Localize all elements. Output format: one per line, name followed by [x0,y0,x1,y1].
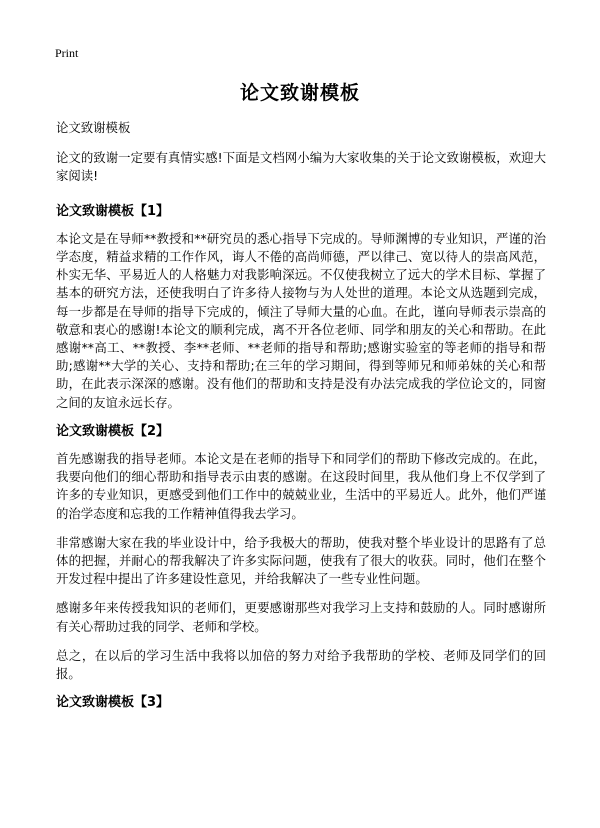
intro-paragraph: 论文的致谢一定要有真情实感!下面是文档网小编为大家收集的关于论文致谢模板，欢迎大家阅读! [56,150,546,184]
document-body [56,119,546,721]
page-title: 论文致谢模板 [239,82,360,104]
section-heading-1: 论文致谢模板【1】 [56,203,170,219]
section-2-paragraph-1: 首先感谢我的指导老师。本论文是在老师的指导下和同学们的帮助下修改完成的。在此，我要向他们的细心帮助和指导表示由衷的感谢。在这段时间里，我从他们身上不仅学到了许多的专业知识，更感受到他们工作中的兢兢业业，生活中的平易近人。此外，他们严谨的治学态度和忘我的工作精神值得我去学习。 [56,451,546,521]
section-2-paragraph-4: 总之，在以后的学习生活中我将以加倍的努力对给予我帮助的学校、老师及同学们的回报。 [56,647,546,682]
print-label: Print [55,46,79,60]
document-subtitle: 论文致谢模板 [56,120,131,135]
section-2-paragraph-3: 感谢多年来传授我知识的老师们，更要感谢那些对我学习上支持和鼓励的人。同时感谢所有关心帮助过我的同学、老师和学校。 [56,600,546,634]
section-heading-2: 论文致谢模板【2】 [56,423,170,439]
section-1-paragraph: 本论文是在导师**教授和**研究员的悉心指导下完成的。导师渊博的专业知识，严谨的治学态度，精益求精的工作作风，诲人不倦的高尚师德，严以律己、宽以待人的崇高风范，朴实无华、平易近人的人格魅力对我影响深远。不仅使我树立了远大的学术目标、掌握了基本的研究方法，还使我明白了许多待人接物与为人处世的道理。本论文从选题到完成，每一步都是在导师的指导下完成的，倾注了导师大量的心血。在此，谨向导师表示崇高的敬意和衷心的感谢!本论文的顺利完成，离不开各位老师、同学和朋友的关心和帮助。在此感谢**高工、**教授、李**老师、**老师的指导和帮助;感谢实验室的等老师的指导和帮助;感谢**大学的关心、支持和帮助;在三年的学习期间，得到等师兄和师弟妹的关心和帮助，在此表示深深的感谢。没有他们的帮助和支持是没有办法完成我的学位论文的，同窗之间的友谊永远长存。 [56,230,546,410]
section-heading-3: 论文致谢模板【3】 [56,695,170,711]
section-2-paragraph-2: 非常感谢大家在我的毕业设计中，给予我极大的帮助，使我对整个毕业设计的思路有了总体的把握，并耐心的帮我解决了许多实际问题，使我有了很大的收获。同时，他们在整个开发过程中提出了许多建设性意见，并给我解决了一些专业性问题。 [56,534,546,587]
